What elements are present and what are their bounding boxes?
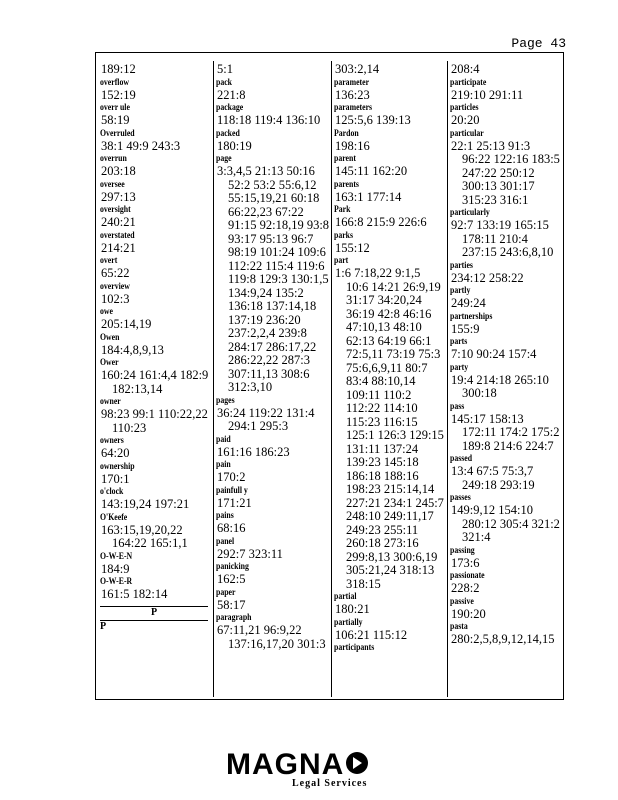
section-letter-heading: P [150, 606, 158, 618]
logo-subtitle: Legal Services [292, 778, 368, 789]
index-entry [100, 396, 212, 435]
page-line-reference: 47:10,13 48:10 [346, 320, 422, 334]
index-entry [334, 128, 446, 154]
index-entry [334, 204, 446, 230]
index-term: panel [216, 536, 235, 547]
index-term: owe [100, 307, 113, 317]
page-line-reference: 58:17 [217, 597, 246, 612]
page-line-reference: 249:23 255:11 [346, 522, 419, 537]
page-line-reference: 92:7 133:19 165:15 [451, 218, 549, 232]
page-line-reference: 237:15 243:6,8,10 [462, 245, 554, 259]
page-line-reference: 112:22 114:10 [346, 401, 418, 415]
page-line-reference: 22:1 25:13 91:3 [451, 138, 531, 153]
index-term: overr ule [100, 103, 130, 113]
index-entry [100, 204, 212, 230]
page-line-reference: 172:11 174:2 175:2 [462, 425, 560, 439]
page-number: Page 43 [511, 36, 566, 51]
index-entry [450, 545, 560, 571]
page-line-reference: 184:4,8,9,13 [101, 342, 164, 357]
page-line-reference: 170:1 [101, 471, 130, 486]
index-term: O'Keefe [100, 512, 128, 523]
page-line-reference: 203:18 [101, 164, 136, 178]
index-entry [334, 255, 446, 591]
index-entry [334, 179, 446, 205]
page-line-reference: 180:21 [335, 602, 370, 616]
page-line-reference: 7:10 90:24 157:4 [451, 347, 537, 361]
index-entry [450, 285, 560, 311]
index-entry [450, 207, 560, 260]
page-line-reference: 145:17 158:13 [451, 411, 524, 426]
index-entry [100, 306, 212, 332]
page-line-reference: 3:3,4,5 21:13 50:16 [217, 164, 315, 178]
page-line-reference: 227:21 234:1 245:7 [346, 495, 444, 510]
column-divider [331, 61, 332, 697]
index-term: painfull y [216, 485, 248, 496]
page-line-reference: 292:7 323:11 [217, 546, 283, 561]
index-entry [334, 642, 446, 654]
page-line-reference: 297:13 [101, 189, 136, 204]
page-line-reference: 305:21,24 318:13 [346, 563, 435, 577]
page-line-reference: 96:22 122:16 183:5 [462, 152, 560, 166]
index-entry [450, 596, 560, 622]
index-entry [100, 486, 212, 512]
page-line-reference: 299:8,13 300:6,19 [346, 549, 438, 564]
page-line-reference: 152:19 [101, 87, 136, 102]
index-term: parameter [334, 77, 370, 88]
index-entry [216, 561, 330, 587]
page-line-reference: 64:20 [101, 446, 130, 460]
page-line-reference: 303:2,14 [335, 62, 380, 76]
page-line-reference: 170:2 [217, 470, 246, 484]
column-divider [213, 61, 214, 697]
section-letter-block [100, 606, 212, 633]
page-line-reference: 260:18 273:16 [346, 536, 419, 550]
page-line-reference: 205:14,19 [101, 317, 152, 331]
index-term: particularly [450, 208, 490, 218]
index-term: part [334, 256, 349, 266]
index-term: participants [334, 643, 375, 653]
index-entry [450, 362, 560, 401]
index-entry [450, 401, 560, 454]
page-line-reference: 321:4 [462, 530, 491, 544]
page-line-reference: 115:23 116:15 [346, 414, 418, 429]
index-entry [216, 587, 330, 613]
page-line-reference: 286:22,22 287:3 [228, 353, 310, 367]
index-term: packed [216, 128, 240, 139]
index-term: Pardon [334, 128, 359, 139]
index-term: pasta [450, 622, 468, 632]
page-line-reference: 98:23 99:1 110:22,22 [101, 407, 208, 421]
index-term: paid [216, 434, 231, 445]
index-term: passive [450, 596, 474, 607]
page-line-reference: 75:6,6,9,11 80:7 [346, 360, 428, 375]
index-entry [450, 311, 560, 337]
page-line-reference: 58:19 [101, 113, 130, 127]
index-entry [334, 102, 446, 128]
index-entry [100, 576, 212, 602]
page-line-reference: 182:13,14 [112, 381, 163, 396]
page-line-reference: 65:22 [101, 266, 130, 280]
index-term: panicking [216, 562, 249, 572]
page-line-reference: 131:11 137:24 [346, 441, 419, 456]
index-entry [334, 617, 446, 643]
index-term: ownership [100, 461, 135, 472]
index-entry [334, 63, 446, 77]
page-line-reference: 110:23 [112, 420, 147, 435]
page-line-reference: 134:9,24 135:2 [228, 285, 304, 300]
logo-wordmark: MAGNA [226, 748, 345, 781]
page-line-reference: 106:21 115:12 [335, 627, 408, 642]
index-entry [100, 461, 212, 487]
page-line-reference: 186:18 188:16 [346, 468, 419, 483]
page-line-reference: 72:5,11 73:19 75:3 [346, 347, 441, 361]
index-entry [100, 102, 212, 128]
index-entry [450, 336, 560, 362]
index-term: oversight [100, 205, 131, 215]
page-line-reference: 161:16 186:23 [217, 444, 290, 459]
page-line-reference: 13:4 67:5 75:3,7 [451, 464, 534, 478]
index-entry [100, 357, 212, 396]
index-term: particular [450, 128, 484, 139]
index-term: O-W-E-N [100, 551, 133, 562]
index-entry [216, 77, 330, 103]
index-term: Park [334, 205, 351, 215]
index-term: parent [334, 154, 356, 164]
index-term: passing [450, 545, 475, 556]
index-entry [216, 485, 330, 511]
page-line-reference: 221:8 [217, 87, 246, 102]
index-entry [334, 153, 446, 179]
page-line-reference: 166:8 215:9 226:6 [335, 215, 427, 229]
page-line-reference: 67:11,21 96:9,22 [217, 623, 302, 637]
page-line-reference: 240:21 [101, 215, 136, 229]
magna-logo [226, 750, 396, 796]
index-term: owners [100, 436, 124, 446]
page-line-reference: 178:11 210:4 [462, 231, 528, 246]
page-line-reference: 5:1 [217, 62, 233, 76]
index-term: partly [450, 286, 471, 296]
index-term: overrun [100, 154, 127, 164]
page-line-reference: 119:8 129:3 130:1,5 [228, 272, 329, 286]
index-entry [334, 77, 446, 103]
index-term: pages [216, 395, 235, 406]
arrow-circle-icon [346, 752, 368, 774]
page-line-reference: 125:1 126:3 129:15 [346, 428, 444, 442]
index-term: overt [100, 256, 118, 266]
page-line-reference: 102:3 [101, 291, 130, 306]
page-line-reference: 55:15,19,21 60:18 [228, 191, 320, 205]
index-entry [216, 128, 330, 154]
index-term: owner [100, 397, 121, 407]
index-entry [450, 260, 560, 286]
page-line-reference: 280:12 305:4 321:2 [462, 516, 560, 531]
index-entry [216, 536, 330, 562]
index-entry [100, 179, 212, 205]
index-entry [450, 102, 560, 128]
page-line-reference: 164:22 165:1,1 [112, 536, 188, 550]
index-entry [450, 453, 560, 492]
index-entry [100, 435, 212, 461]
index-term: partially [334, 617, 363, 628]
index-term: passes [450, 493, 471, 503]
page-line-reference: 149:9,12 154:10 [451, 503, 533, 517]
page-line-reference: 180:19 [217, 138, 252, 153]
page-line-reference: 31:17 34:20,24 [346, 293, 422, 307]
page-line-reference: 160:24 161:4,4 182:9 [101, 368, 209, 382]
page-line-reference: 249:18 293:19 [462, 477, 535, 492]
index-entry [450, 77, 560, 103]
index-term: package [216, 103, 244, 113]
index-entry [216, 434, 330, 460]
index-entry [216, 102, 330, 128]
page-line-reference: 280:2,5,8,9,12,14,15 [451, 632, 555, 646]
index-term: parts [450, 337, 468, 347]
index-entry [216, 510, 330, 536]
index-term: oversee [100, 179, 125, 190]
index-column-1 [100, 63, 212, 699]
page-line-reference: 307:11,13 308:6 [228, 366, 310, 381]
index-term: passionate [450, 571, 485, 581]
page-line-reference: 173:6 [451, 555, 480, 570]
page-line-reference: 155:12 [335, 240, 370, 255]
page-line-reference: 219:10 291:11 [451, 87, 524, 102]
page-line-reference: 237:2,2,4 239:8 [228, 326, 307, 340]
index-term: O-W-E-R [100, 577, 133, 587]
page-line-reference: 66:22,23 67:22 [228, 204, 304, 219]
page-line-reference: 171:21 [217, 495, 252, 510]
page-line-reference: 38:1 49:9 243:3 [101, 138, 181, 153]
index-term: partial [334, 592, 357, 602]
index-term: passed [450, 454, 473, 464]
page-line-reference: 208:4 [451, 62, 480, 76]
page-line-reference: 155:9 [451, 321, 480, 336]
page-line-reference: 198:23 215:14,14 [346, 482, 435, 496]
page-line-reference: 62:13 64:19 66:1 [346, 333, 432, 348]
index-frame [95, 52, 564, 700]
page-line-reference: 19:4 214:18 265:10 [451, 372, 549, 387]
page-line-reference: 190:20 [451, 606, 486, 621]
index-entry [334, 230, 446, 256]
index-term: pack [216, 77, 233, 88]
index-term: page [216, 154, 232, 164]
index-entry [100, 512, 212, 551]
page-line-reference: 36:24 119:22 131:4 [217, 405, 315, 420]
index-entry [450, 492, 560, 545]
page-line-reference: 184:9 [101, 561, 130, 576]
index-entry [100, 77, 212, 103]
index-entry [216, 459, 330, 485]
page-line-reference: 145:11 162:20 [335, 164, 408, 178]
index-entry [216, 153, 330, 395]
page-line-reference: 214:21 [101, 240, 136, 255]
index-entry [334, 591, 446, 617]
page-line-reference: 247:22 250:12 [462, 165, 535, 180]
page-line-reference: 318:15 [346, 576, 381, 591]
index-term: paper [216, 587, 236, 598]
index-term: pass [450, 401, 465, 412]
index-term: Overruled [100, 128, 135, 139]
index-entry [450, 63, 560, 77]
index-term: participate [450, 77, 487, 88]
index-term: party [450, 362, 469, 373]
page-line-reference: 284:17 286:17,22 [228, 339, 317, 354]
index-term: o'clock [100, 487, 124, 497]
index-term: overflow [100, 77, 129, 88]
page-line-reference: 161:5 182:14 [101, 587, 168, 601]
index-entry [100, 128, 212, 154]
index-term: partnerships [450, 311, 493, 322]
page-line-reference: 300:13 301:17 [462, 179, 535, 193]
page-line-reference: 294:1 295:3 [228, 419, 289, 433]
page-line-reference: 125:5,6 139:13 [335, 113, 411, 127]
index-term: Owen [100, 332, 120, 343]
page-line-reference: 198:16 [335, 138, 370, 153]
page-line-reference: 249:24 [451, 296, 486, 310]
index-term: parties [450, 260, 473, 271]
page-line-reference: 91:15 92:18,19 93:8 [228, 218, 330, 232]
index-column-2 [216, 63, 330, 699]
page-line-reference: 137:16,17,20 301:3 [228, 636, 326, 651]
page-line-reference: 118:18 119:4 136:10 [217, 113, 321, 127]
column-divider [447, 61, 448, 697]
index-entry [100, 551, 212, 577]
index-term: pains [216, 511, 234, 521]
index-entry [450, 570, 560, 596]
page-line-reference: 163:15,19,20,22 [101, 522, 183, 537]
index-entry [100, 281, 212, 307]
page-line-reference: 136:18 137:14,18 [228, 299, 317, 313]
index-entry [450, 621, 560, 647]
page-line-reference: 163:1 177:14 [335, 189, 402, 204]
page-line-reference: 20:20 [451, 113, 480, 127]
index-term: overstated [100, 230, 135, 241]
index-entry [100, 230, 212, 256]
page-line-reference: 228:2 [451, 581, 480, 595]
index-entry [450, 128, 560, 208]
index-term: parents [334, 179, 359, 190]
index-entry [100, 332, 212, 358]
index-entry [216, 63, 330, 77]
index-term: paragraph [216, 613, 252, 623]
index-term: parameters [334, 103, 373, 113]
page-line-reference: 312:3,10 [228, 380, 273, 394]
index-term: particles [450, 103, 479, 113]
page-line-reference: 139:23 145:18 [346, 455, 419, 469]
page-line-reference: 10:6 14:21 26:9,19 [346, 279, 441, 294]
index-entry [100, 153, 212, 179]
page-line-reference: 52:2 53:2 55:6,12 [228, 177, 317, 192]
page-line-reference: 109:11 110:2 [346, 387, 412, 402]
section-letter-start: P [100, 620, 107, 632]
page-line-reference: 1:6 7:18,22 9:1,5 [335, 266, 421, 280]
page-line-reference: 137:19 236:20 [228, 312, 301, 327]
page-line-reference: 98:19 101:24 109:6 [228, 245, 326, 259]
page-line-reference: 315:23 316:1 [462, 192, 529, 207]
page-line-reference: 36:19 42:8 46:16 [346, 306, 432, 321]
page-line-reference: 189:12 [101, 62, 136, 76]
index-entry [216, 612, 330, 651]
page-line-reference: 234:12 258:22 [451, 270, 524, 285]
page-line-reference: 189:8 214:6 224:7 [462, 438, 554, 453]
page-line-reference: 93:17 95:13 96:7 [228, 231, 314, 246]
page-line-reference: 68:16 [217, 521, 246, 535]
index-term: overview [100, 281, 130, 292]
index-term: parks [334, 230, 354, 241]
page-line-reference: 112:22 115:4 119:6 [228, 258, 325, 273]
page-line-reference: 248:10 249:11,17 [346, 509, 434, 523]
index-entry [100, 255, 212, 281]
page-line-reference: 136:23 [335, 87, 370, 102]
index-term: Ower [100, 358, 119, 368]
page-line-reference: 300:18 [462, 386, 497, 400]
page-line-reference: 83:4 88:10,14 [346, 374, 416, 388]
index-column-4 [450, 63, 560, 699]
page-line-reference: 143:19,24 197:21 [101, 497, 190, 511]
index-entry [216, 395, 330, 434]
index-column-3 [334, 63, 446, 699]
page-line-reference: 162:5 [217, 572, 246, 586]
index-term: pain [216, 460, 231, 470]
index-entry [100, 63, 212, 77]
